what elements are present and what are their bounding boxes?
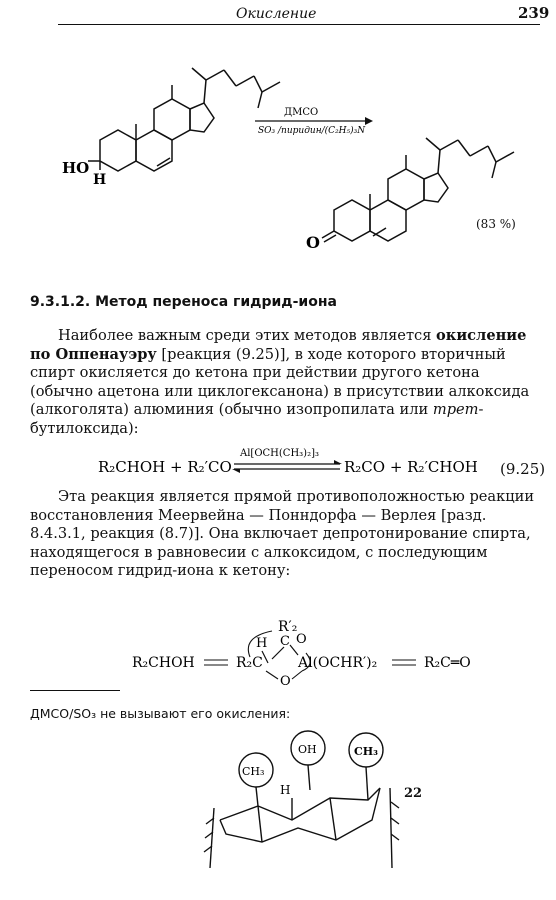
equation-number: (9.25): [500, 460, 546, 478]
footnote-rule: [30, 690, 120, 691]
reactant-steroid: [88, 68, 280, 171]
yield-label: (83 %): [476, 217, 516, 231]
equation-9-25: [0, 444, 490, 484]
structure-22: [0, 728, 556, 893]
section-heading: 9.3.1.2. Метод переноса гидрид-иона: [30, 294, 337, 310]
mech-bond-oal: [292, 671, 302, 679]
p1-text-a: Наиболее важным среди этих методов является: [58, 327, 437, 344]
reagent-top: ДМСО: [284, 107, 319, 118]
group-ch3-right: CH₃: [354, 745, 378, 758]
eq-arrowhead-forward: [334, 460, 342, 464]
mechanism-scheme: [0, 615, 556, 687]
p1-bold-term: окисление по Оппенауэру: [30, 327, 527, 363]
mech-bond-co2: [266, 671, 278, 679]
paragraph-1: [30, 327, 542, 438]
mech-o-bottom: O: [280, 674, 291, 687]
header-rule: [58, 24, 540, 25]
running-header: Окисление: [236, 6, 317, 22]
group-oh: OH: [298, 743, 317, 756]
page-number: 239: [518, 4, 550, 22]
mech-c: C: [280, 634, 290, 649]
eq-right: R₂CO + R₂′CHOH: [344, 458, 478, 476]
reagent-bottom: SO₃ /пиридин/(C₂H₅)₃N: [258, 126, 366, 136]
o-label: O: [306, 233, 320, 252]
arrow-head: [365, 117, 373, 125]
p1-italic-term: трет: [432, 401, 479, 418]
eq-left: R₂CHOH + R₂′CO: [98, 458, 232, 476]
p1-text-c: -бутилоксида):: [30, 401, 484, 437]
mech-r2c: R₂C: [236, 655, 263, 671]
mech-bond-ch: [272, 647, 284, 659]
mech-al: Al(OCHR′)₂: [298, 655, 378, 671]
h-atom: H: [280, 783, 291, 797]
mech-h: H: [256, 636, 268, 651]
mech-o-top: O: [296, 632, 307, 647]
eq-arrowhead-back: [232, 469, 240, 473]
mech-left: R₂CHOH: [132, 655, 195, 671]
mech-right: R₂C═O: [424, 655, 471, 671]
ho-label: HO: [62, 159, 90, 177]
structure-number: 22: [404, 786, 423, 801]
steroid-oxidation-scheme: [0, 30, 556, 270]
footnote: ДМСО/SO₃ не вызывают его окисления:: [30, 706, 291, 721]
eq-catalyst: Al[OCH(CH₃)₂]₃: [240, 448, 319, 459]
group-ch3-left: CH₃: [242, 765, 265, 778]
paragraph-2: Эта реакция является прямой противоположностью реакции восстановления Меервейна — Понндорфа — Верлея [разд. 8.4.3.1, реакция (8.7)]. Она включает депротонирование спирта, находящегося в равновесии с алкоксидом, с последующим переносом гидрид-иона к кетону:: [30, 488, 535, 579]
h-label: H: [93, 172, 107, 188]
mech-bond-h: [262, 651, 268, 663]
p1-text-b: [реакция (9.25)], в ходе которого вторичный спирт окисляется до кетона при действии другого кетона (обычно ацетона или циклогексанона) в присутствии алкоксида (алкоголята) алюминия (обычно изопропилата или: [30, 345, 530, 418]
mech-r2prime: R′₂: [278, 619, 298, 635]
